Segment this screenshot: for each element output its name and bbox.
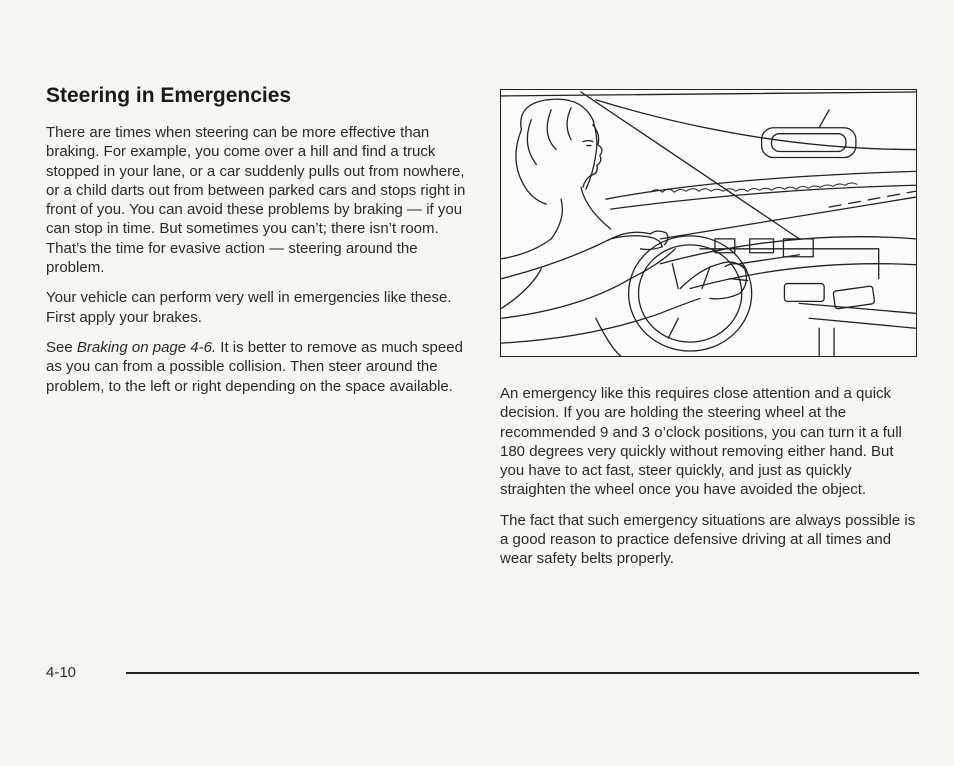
- left-column: [46, 123, 471, 407]
- paragraph-steering-vs-braking: There are times when steering can be more effective than braking. For example, you come over a hill and find a truck stopped in your lane, or a car suddenly pulls out from nowhere, or a child darts out from between parked cars and stops right in front of you. You can avoid these problems by braking — if you can stop in time. But sometimes you can’t; there isn’t room. That’s the time for evasive action — steering around the problem.: [46, 124, 466, 277]
- see-prefix: See: [46, 338, 77, 356]
- braking-page-reference[interactable]: Braking on page 4-6.: [76, 338, 217, 356]
- reference-continuation: It is better to remove as much speed as you can from a possible collision. Then steer around the problem, to the left or right depending on the space available.: [46, 338, 463, 395]
- driver-steering-illustration-icon: [500, 89, 917, 357]
- section-title: Steering in Emergencies: [46, 84, 292, 107]
- paragraph-defensive-driving: The fact that such emergency situations are always possible is a good reason to practice defensive driving at all times and wear safety belts properly.: [500, 511, 916, 568]
- paragraph-apply-brakes: Your vehicle can perform very well in emergencies like these. First apply your brakes.: [46, 289, 452, 326]
- paragraph-braking-reference: [46, 338, 471, 396]
- footer-rule: [126, 672, 919, 674]
- page-number: 4-10: [46, 664, 77, 681]
- paragraph-close-attention: An emergency like this requires close attention and a quick decision. If you are holding the steering wheel at the recommended 9 and 3 o’clock positions, you can turn it a full 180 degrees very quickly without removing either hand. But you have to act fast, steer quickly, and just as quickly straighten the wheel once you have avoided the object.: [500, 385, 902, 499]
- right-column: [500, 384, 920, 580]
